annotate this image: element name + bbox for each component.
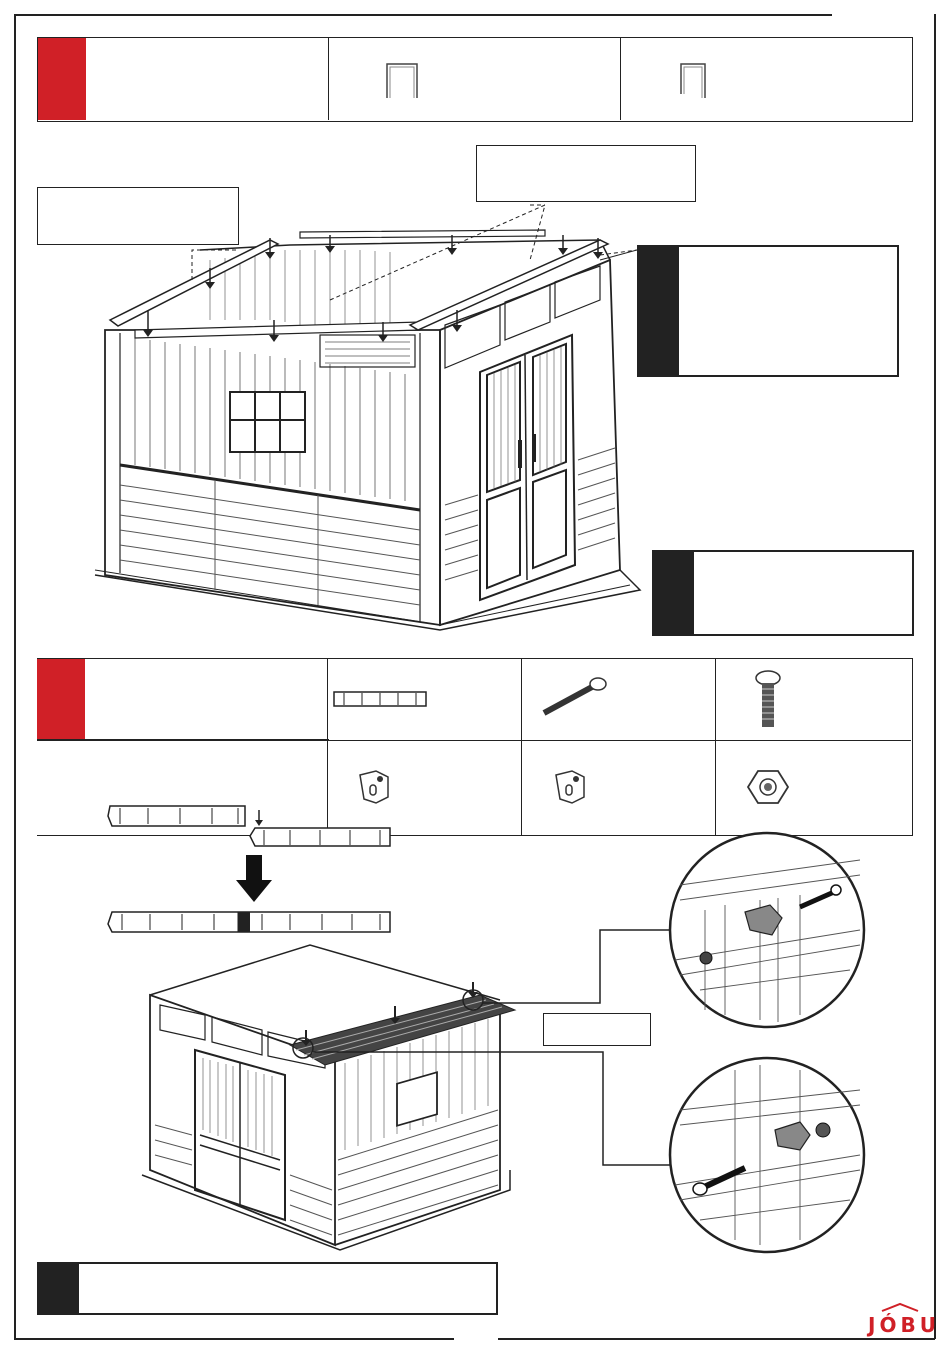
brand-logo [868, 1313, 940, 1337]
brand-logo-roof-icon [880, 1302, 920, 1312]
brand-logo-text: JÓBU [868, 1313, 940, 1337]
